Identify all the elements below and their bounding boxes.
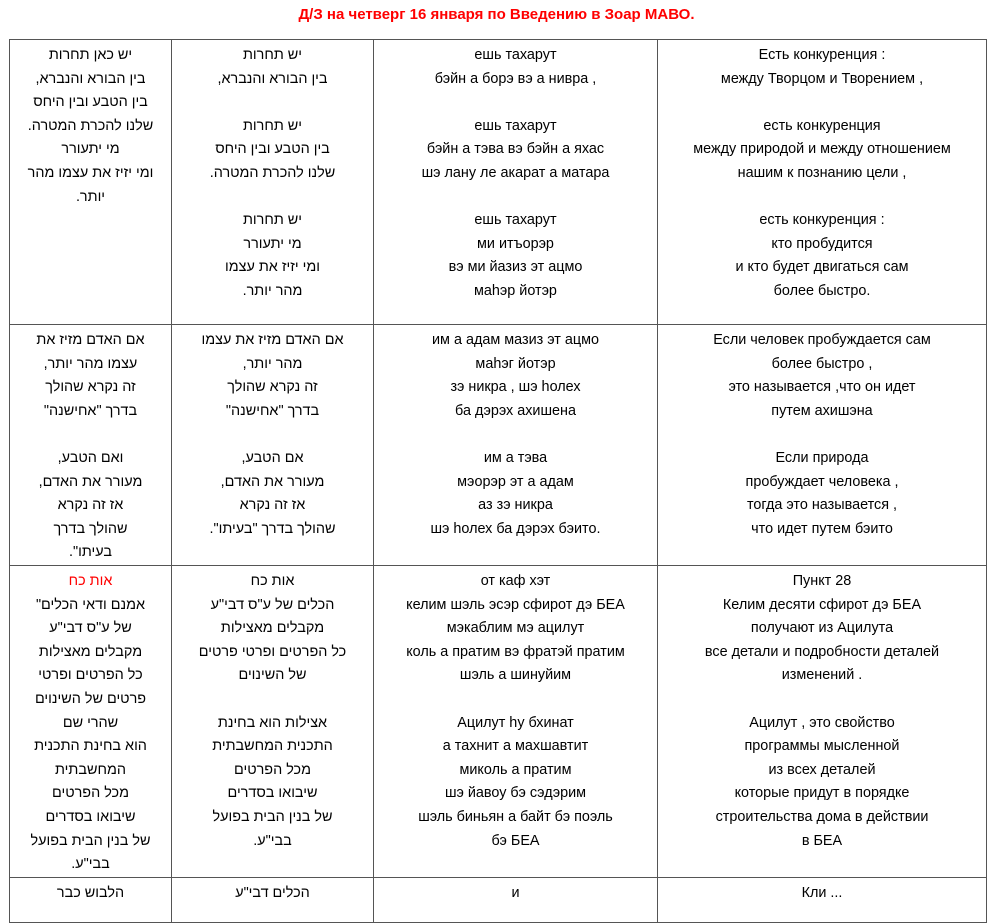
russian-line: которые придут в порядке: [734, 785, 910, 802]
block-gap: [378, 186, 653, 210]
translation-table: [9, 39, 987, 923]
block-gap: [378, 91, 653, 115]
transliteration-line: шэ йавоу бэ сэдэрим: [444, 785, 587, 802]
russian-line: нашим к познанию цели ,: [737, 164, 907, 181]
hebrew-split-line: אם האדם מזיז את עצמו: [201, 332, 344, 348]
transliteration-line: миколь а пратим: [459, 761, 572, 778]
hebrew-split-line: מקבלים מאצילות: [220, 620, 325, 637]
russian-line: путем ахишэна: [771, 402, 873, 419]
block-gap: [378, 423, 653, 447]
russian-line: Есть конкуренция :: [758, 47, 886, 63]
hebrew-split-line: כל הפרטים ופרטי פרטים: [198, 643, 347, 660]
transliteration-cell: [374, 325, 658, 566]
block-gap: [176, 423, 369, 447]
partial-line: הכלים דבי"ע: [235, 884, 310, 901]
hebrew-split-cell: [172, 877, 374, 922]
transliteration-line: келим шэль эсэр сфирот дэ БЕА: [406, 596, 625, 613]
russian-line: программы мысленной: [744, 738, 900, 755]
partial-line: Кли ...: [801, 884, 843, 901]
hebrew-full-cell: [10, 40, 172, 325]
hebrew-split-line: מכל הפרטים: [234, 761, 311, 778]
hebrew-full-line: של בנין הבית בפועל: [30, 832, 151, 849]
hebrew-full-line: שיבואו בסדרים: [45, 808, 136, 825]
hebrew-full-line: אמנם ודאי הכלים": [35, 596, 146, 613]
russian-line: Ацилут , это свойство: [749, 714, 895, 731]
hebrew-full-cell: [10, 566, 172, 878]
hebrew-full-line: ומי יזיז את עצמו מהר: [27, 164, 154, 181]
hebrew-full-line: בעיתו".: [69, 544, 112, 561]
hebrew-full-line: הוא בחינת התכנית: [34, 738, 147, 755]
transliteration-line: шэ hолех ба дэрэх бэито.: [430, 520, 601, 537]
transliteration-line: ми итъорэр: [477, 235, 554, 252]
russian-line: из всех деталей: [768, 761, 876, 778]
hebrew-full-line: המחשבתית: [55, 761, 126, 778]
hebrew-full-line: יש כאן תחרות: [48, 47, 133, 63]
hebrew-split-line: מהר יותר,: [242, 355, 303, 372]
partial-line: и: [511, 884, 520, 901]
transliteration-line: мэкаблим мэ ацилут: [446, 620, 585, 637]
russian-line: более быстро ,: [771, 355, 873, 372]
russian-line: строительства дома в действии: [715, 808, 929, 825]
russian-line: изменений .: [781, 667, 863, 684]
hebrew-full-line: של ע"ס דבי"ע: [49, 620, 132, 637]
hebrew-split-line: יש תחרות: [242, 47, 303, 63]
hebrew-full-line: שהרי שם: [62, 714, 119, 731]
transliteration-line: маhэг йотэр: [475, 355, 556, 372]
russian-line: тогда это называется ,: [746, 497, 898, 514]
table-row: [10, 40, 987, 325]
block-gap: [662, 186, 982, 210]
transliteration-line: маhэр йотэр: [474, 282, 557, 299]
partial-line: הלבוש כבר: [56, 884, 125, 901]
transliteration-line: Ацилут hу бхинат: [457, 714, 574, 731]
hebrew-full-line: שלנו להכרת המטרה.: [27, 117, 154, 134]
transliteration-line: коль а пратим вэ фратэй пратим: [406, 643, 625, 660]
hebrew-split-line: שלנו להכרת המטרה.: [209, 164, 336, 181]
russian-line: Если природа: [775, 449, 869, 466]
hebrew-split-line: בדרך "אחישנה": [225, 402, 320, 419]
transliteration-line: мэорэр эт а адам: [457, 473, 574, 490]
transliteration-line: шэль биньян а байт бэ поэль: [418, 808, 613, 825]
transliteration-line: бэйн а тэва вэ бэйн а яхас: [426, 141, 605, 158]
block-gap: [662, 91, 982, 115]
russian-line: между Творцом и Творением ,: [720, 70, 924, 87]
hebrew-full-line: אז זה נקרא: [57, 497, 124, 514]
russian-line: получают из Ацилута: [750, 620, 894, 637]
russian-line: это называется ,что он идет: [728, 379, 916, 396]
hebrew-split-line: יש תחרות: [242, 212, 303, 229]
transliteration-line: шэ лану ле акарат а матара: [421, 164, 610, 181]
transliteration-line: бэйн а борэ вэ а нивра ,: [434, 70, 597, 87]
hebrew-full-line: ואם הטבע,: [57, 449, 124, 466]
hebrew-full-line: בין הבורא והנברא,: [35, 70, 146, 87]
hebrew-full-line: שהולך בדרך: [53, 520, 128, 537]
hebrew-full-line: אם האדם מזיז את: [36, 332, 145, 348]
transliteration-cell: [374, 40, 658, 325]
transliteration-line: а тахнит а махшавтит: [442, 738, 589, 755]
transliteration-line: ешь тахарут: [474, 212, 557, 229]
hebrew-split-line: בבי"ע.: [253, 832, 292, 849]
hebrew-full-cell: [10, 325, 172, 566]
transliteration-line: ешь тахарут: [474, 47, 557, 63]
hebrew-split-line: מי יתעורר: [243, 235, 302, 252]
hebrew-split-line: מהר יותר.: [242, 282, 303, 299]
table-row: [10, 325, 987, 566]
russian-line: все детали и подробности деталей: [704, 643, 940, 660]
hebrew-full-line: מקבלים מאצילות: [38, 643, 143, 660]
hebrew-split-line: של השינוים: [238, 667, 307, 684]
transliteration-line: им а адам мазиз эт ацмо: [432, 332, 599, 348]
hebrew-split-line: בין הטבע ובין היחס: [215, 141, 330, 158]
transliteration-line: бэ БЕА: [491, 832, 540, 849]
hebrew-full-line: יותר.: [75, 188, 106, 205]
russian-line: пробуждает человека ,: [745, 473, 899, 490]
hebrew-split-cell: [172, 566, 374, 878]
hebrew-full-line: זה נקרא שהולך: [45, 379, 136, 396]
hebrew-split-line: זה נקרא שהולך: [227, 379, 318, 396]
russian-line: Келим десяти сфирот дэ БЕА: [722, 596, 922, 613]
block-gap: [176, 688, 369, 712]
russian-line: есть конкуренция :: [759, 212, 885, 229]
russian-cell: [658, 566, 987, 878]
hebrew-full-line: מכל הפרטים: [52, 785, 129, 802]
transliteration-line: ешь тахарут: [474, 117, 557, 134]
transliteration-line: вэ ми йазиз эт ацмо: [448, 259, 583, 276]
russian-cell: [658, 877, 987, 922]
hebrew-full-line: פרטים של השינוים: [34, 690, 147, 707]
russian-line: Пункт 28: [792, 573, 852, 589]
transliteration-line: ба дэрэх ахишена: [455, 402, 576, 419]
hebrew-full-line: כל הפרטים ופרטי: [38, 667, 143, 684]
russian-line: что идет путем бэито: [751, 520, 893, 537]
transliteration-line: аз зэ никра: [478, 497, 553, 514]
hebrew-split-line: יש תחרות: [242, 117, 303, 134]
hebrew-split-line: מעורר את האדם,: [220, 473, 325, 490]
block-gap: [176, 91, 369, 115]
transliteration-line: шэль а шинуйим: [459, 667, 572, 684]
russian-line: кто пробудится: [771, 235, 873, 252]
hebrew-full-line: מעורר את האדם,: [38, 473, 143, 490]
transliteration-line: от каф хэт: [480, 573, 551, 589]
russian-cell: [658, 40, 987, 325]
hebrew-split-line: של בנין הבית בפועל: [212, 808, 333, 825]
hebrew-split-line: התכנית המחשבתית: [212, 738, 333, 755]
hebrew-split-line: הכלים של ע"ס דבי"ע: [210, 596, 335, 613]
hebrew-split-line: שיבואו בסדרים: [227, 785, 318, 802]
hebrew-full-line: [14, 423, 167, 447]
table-row: [10, 566, 987, 878]
russian-line: между природой и между отношением: [693, 141, 951, 158]
hebrew-split-line: בין הבורא והנברא,: [217, 70, 328, 87]
hebrew-split-line: אות כח: [250, 573, 295, 589]
transliteration-cell: [374, 566, 658, 878]
russian-line: Если человек пробуждается сам: [713, 332, 931, 348]
page-title: Д/З на четверг 16 января по Введению в Зоар МАВО.: [298, 6, 695, 23]
block-gap: [662, 688, 982, 712]
section-heading: אות כח: [68, 573, 113, 589]
hebrew-full-line: בדרך "אחישנה": [43, 402, 138, 419]
hebrew-full-line: עצמו מהר יותר,: [43, 355, 138, 372]
hebrew-split-line: אם הטבע,: [241, 449, 304, 466]
hebrew-full-line: בין הטבע ובין היחס: [33, 94, 148, 111]
hebrew-full-line: בבי"ע.: [71, 856, 110, 873]
hebrew-split-cell: [172, 40, 374, 325]
table-row-partial: [10, 877, 987, 922]
hebrew-split-line: ומי יזיז את עצמו: [225, 259, 320, 276]
block-gap: [378, 688, 653, 712]
block-gap: [662, 423, 982, 447]
hebrew-full-cell: [10, 877, 172, 922]
block-gap: [176, 186, 369, 210]
hebrew-full-line: מי יתעורר: [61, 141, 120, 158]
russian-line: более быстро.: [773, 282, 871, 299]
russian-line: и кто будет двигаться сам: [735, 259, 909, 276]
russian-line: в БЕА: [801, 832, 843, 849]
transliteration-line: им а тэва: [483, 449, 548, 466]
russian-line: есть конкуренция: [763, 117, 881, 134]
transliteration-line: зэ никра , шэ hолех: [450, 379, 581, 396]
hebrew-split-line: אצילות הוא בחינת: [217, 714, 328, 731]
hebrew-split-line: אז זה נקרא: [239, 497, 306, 514]
hebrew-split-line: שהולך בדרך "בעיתו".: [209, 520, 336, 537]
transliteration-cell: [374, 877, 658, 922]
hebrew-split-cell: [172, 325, 374, 566]
russian-cell: [658, 325, 987, 566]
